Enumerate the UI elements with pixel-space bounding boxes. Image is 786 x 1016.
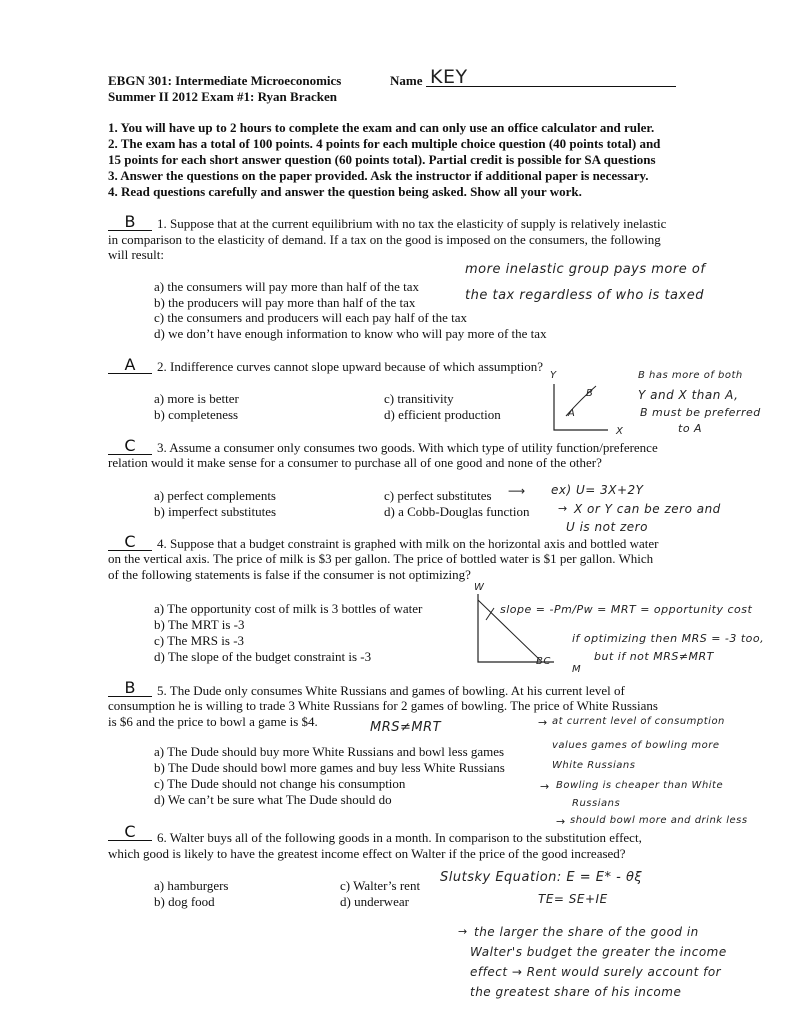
question-text: 5. The Dude only consumes White Russians and games of bowling. At his current level of — [157, 683, 625, 698]
handwritten-note: effect → Rent would surely account for — [470, 965, 722, 979]
arrow-icon: → — [558, 502, 568, 515]
graph-label: X — [616, 426, 624, 437]
handwritten-note: Walter's budget the greater the income — [470, 945, 727, 959]
handwritten-note: values games of bowling more — [552, 740, 720, 751]
graph-label: A — [568, 408, 576, 419]
handwritten-note: to A — [678, 422, 703, 435]
instruction-line: 4. Read questions carefully and answer the question being asked. Show all your work. — [108, 184, 582, 199]
option: a) the consumers will pay more than half of the tax — [154, 279, 419, 294]
graph-label: W — [474, 582, 485, 593]
question-text: 1. Suppose that at the current equilibrium with no tax the elasticity of supply is relatively inelastic — [157, 216, 667, 231]
handwritten-note: the greatest share of his income — [470, 985, 682, 999]
handwritten-note: White Russians — [552, 760, 636, 771]
question-text: 2. Indifference curves cannot slope upward because of which assumption? — [157, 359, 544, 374]
handwritten-note: should bowl more and drink less — [570, 815, 748, 826]
option: c) The MRS is -3 — [154, 633, 245, 648]
handwritten-note: the larger the share of the good in — [474, 925, 699, 939]
option: b) dog food — [154, 894, 215, 909]
handwritten-note: X or Y can be zero and — [574, 502, 721, 516]
question-text: consumption he is willing to trade 3 White Russians for 2 games of bowling. The price of White Russians — [108, 698, 658, 713]
question-text: on the vertical axis. The price of milk is $3 per gallon. The price of bottled water is $1 per gallon. Which — [108, 551, 654, 566]
option: b) completeness — [154, 407, 239, 422]
handwritten-note: TE= SE+IE — [538, 892, 608, 906]
option: d) We can’t be sure what The Dude should do — [154, 792, 392, 807]
handwritten-note: ex) U= 3X+2Y — [551, 483, 644, 497]
handwritten-note: U is not zero — [566, 520, 648, 534]
answer-blank: C — [108, 438, 152, 455]
option: b) The MRT is -3 — [154, 617, 245, 632]
option: b) imperfect substitutes — [154, 504, 277, 519]
graph-label: Y — [550, 370, 557, 381]
instruction-line: 1. You will have up to 2 hours to complete the exam and can only use an office calculator and ruler. — [108, 120, 655, 135]
handwritten-note: more inelastic group pays more of — [465, 262, 706, 277]
answer-blank: B — [108, 214, 152, 231]
option: a) more is better — [154, 391, 239, 406]
answer-blank: A — [108, 357, 152, 374]
option: b) the producers will pay more than half of the tax — [154, 295, 416, 310]
handwritten-note: the tax regardless of who is taxed — [465, 288, 704, 303]
option: d) The slope of the budget constraint is -3 — [154, 649, 372, 664]
arrow-icon: → — [540, 780, 550, 793]
question-text: will result: — [108, 247, 164, 262]
option: c) Walter’s rent — [340, 878, 421, 893]
handwritten-note: if optimizing then MRS = -3 too, — [572, 632, 765, 645]
question-text: 4. Suppose that a budget constraint is graphed with milk on the horizontal axis and bottled water — [157, 536, 659, 551]
handwritten-note: Bowling is cheaper than White — [556, 780, 724, 791]
instruction-line: 15 points for each short answer question (60 points total). Partial credit is possible for SA questions — [108, 152, 656, 167]
handwritten-note: Y and X than A, — [638, 388, 739, 402]
option: d) a Cobb-Douglas function — [384, 504, 530, 519]
answer-blank: B — [108, 680, 152, 697]
question-text: 3. Assume a consumer only consumes two goods. With which type of utility function/preference — [157, 440, 658, 455]
option: c) The Dude should not change his consumption — [154, 776, 406, 791]
question-text: 6. Walter buys all of the following goods in a month. In comparison to the substitution effect, — [157, 830, 642, 845]
instruction-line: 3. Answer the questions on the paper provided. Ask the instructor if additional paper is necessary. — [108, 168, 649, 183]
handwritten-note: slope = -Pm/Pw = MRT = opportunity cost — [500, 603, 753, 616]
exam-title: Summer II 2012 Exam #1: Ryan Bracken — [108, 89, 337, 104]
handwritten-note: Slutsky Equation: E = E* - θξ — [440, 870, 643, 885]
handwritten-note: Russians — [572, 798, 621, 809]
handwritten-note: B must be preferred — [640, 406, 761, 419]
option: b) The Dude should bowl more games and buy less White Russians — [154, 760, 505, 775]
course-title: EBGN 301: Intermediate Microeconomics — [108, 73, 342, 88]
option: c) perfect substitutes — [384, 488, 492, 503]
option: a) The opportunity cost of milk is 3 bottles of water — [154, 601, 423, 616]
arrow-icon: → — [458, 925, 468, 938]
arrow-icon: ⟶ — [508, 484, 526, 498]
question-text: relation would it make sense for a consumer to purchase all of one good and none of the other? — [108, 455, 602, 470]
graph-label: BC — [536, 656, 551, 667]
handwritten-note: B has more of both — [638, 370, 743, 381]
option: a) hamburgers — [154, 878, 229, 893]
option: c) transitivity — [384, 391, 454, 406]
question-text: of the following statements is false if the consumer is not optimizing? — [108, 567, 471, 582]
graph-label: M — [572, 664, 582, 675]
handwritten-note: MRS≠MRT — [370, 720, 442, 735]
option: a) perfect complements — [154, 488, 276, 503]
option: a) The Dude should buy more White Russians and bowl less games — [154, 744, 505, 759]
name-label: Name — [390, 73, 423, 88]
option: d) efficient production — [384, 407, 501, 422]
question-text: in comparison to the elasticity of demand. If a tax on the good is imposed on the consumers, the following — [108, 232, 661, 247]
handwritten-note: at current level of consumption — [552, 716, 725, 727]
question-text: is $6 and the price to bowl a game is $4. — [108, 714, 318, 729]
answer-blank: C — [108, 824, 152, 841]
instruction-line: 2. The exam has a total of 100 points. 4 points for each multiple choice question (40 points total) and — [108, 136, 661, 151]
graph-label: B — [586, 388, 594, 399]
option: d) underwear — [340, 894, 409, 909]
answer-blank: C — [108, 534, 152, 551]
option: c) the consumers and producers will each pay half of the tax — [154, 310, 467, 325]
option: d) we don’t have enough information to know who will pay more of the tax — [154, 326, 547, 341]
arrow-icon: → — [556, 815, 566, 828]
arrow-icon: → — [538, 716, 548, 729]
name-value: KEY — [430, 66, 468, 88]
handwritten-note: but if not MRS≠MRT — [594, 650, 714, 663]
question-text: which good is likely to have the greatest income effect on Walter if the price of the good increased? — [108, 846, 626, 861]
